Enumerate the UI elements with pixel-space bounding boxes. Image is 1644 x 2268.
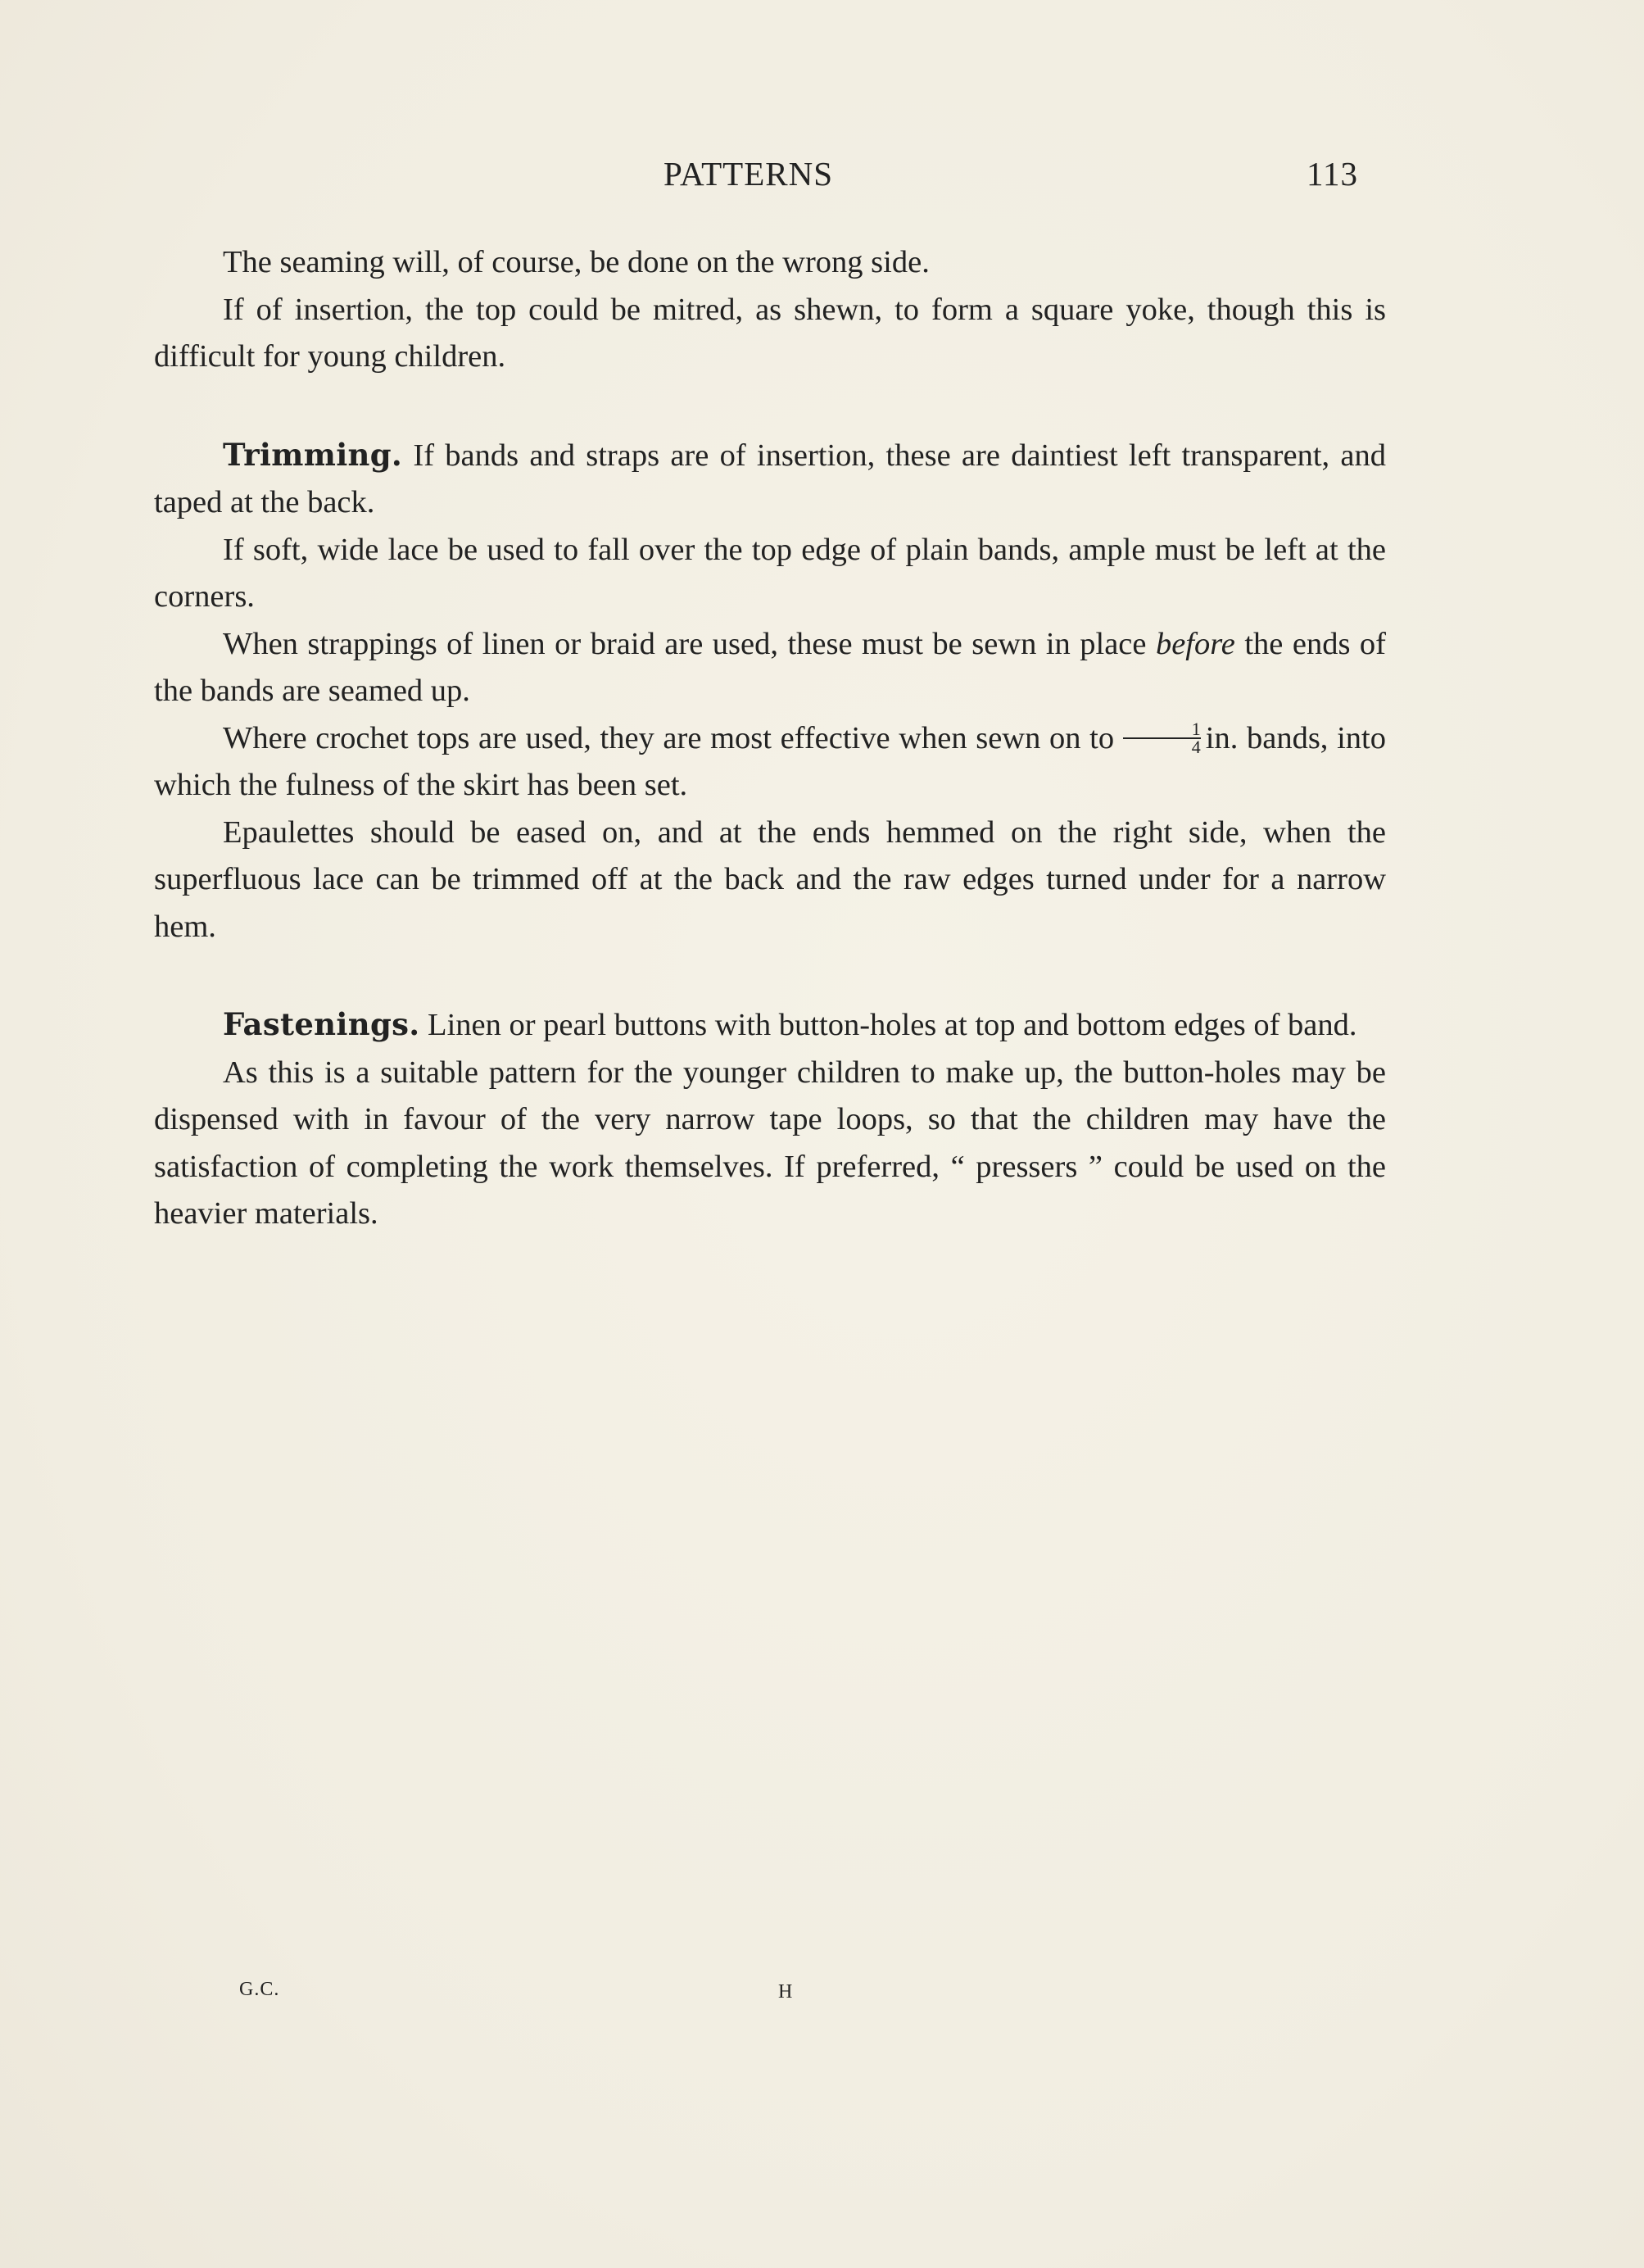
paragraph-seaming: The seaming will, of course, be done on the wrong side. [223,245,930,279]
paragraph-insertion: If of insertion, the top could be mitred, as shewn, to form a square yoke, though this is difficult for young children. [154,292,1386,374]
emphasis-before: before [1155,626,1235,661]
fraction-denominator: 4 [1123,737,1201,755]
fraction-quarter [1123,718,1201,757]
body-text [154,239,1386,1238]
running-title: PATTERNS [663,155,833,193]
paragraph-soft-lace: If soft, wide lace be used to fall over the top edge of plain bands, ample must be left at the corners. [154,532,1386,614]
fraction-numerator: 1 [1191,718,1201,739]
fastenings-text: Linen or pearl buttons with button-holes at top and bottom edges of band. [419,1008,1357,1042]
section-heading-trimming: Trimming. [223,436,403,473]
section-gap [154,381,1386,432]
paragraph-epaulettes: Epaulettes should be eased on, and at the ends hemmed on the right side, when the superfluous lace can be trimmed off at the back and the raw edges turned under for a narrow hem. [154,814,1386,944]
trimming-text: If bands and straps are of insertion, these are daintiest left transparent, and taped at the back. [154,438,1386,519]
running-head [0,154,1644,203]
paragraph-trimming [154,432,1386,527]
paragraph-crochet [154,715,1386,810]
paragraph-strappings [154,621,1386,715]
section-heading-fastenings: Fastenings. [223,1006,420,1042]
strappings-text-end: the ends of the bands are seamed up. [154,626,1386,708]
paragraph-fastenings [154,1001,1386,1050]
paragraph-younger-children: As this is a suitable pattern for the younger children to make up, the button-holes may be dispensed with in favour of the very narrow tape loops, so that the children may have the satisfaction of completing the work themselves. If preferred, “ pressers ” could be used on the heavier materials. [154,1055,1386,1231]
section-gap [154,950,1386,1001]
crochet-text-start: Where crochet tops are used, they are most effective when sewn on to [223,720,1123,755]
crochet-text-end: in. bands, into which the fulness of the skirt has been set. [154,720,1386,802]
page-number: 113 [1307,155,1358,193]
signature-mark: G.C. [239,1979,280,2000]
strappings-text-start: When strappings of linen or braid are used, these must be sewn in place [223,626,1156,661]
gathering-mark: H [778,1981,793,2003]
